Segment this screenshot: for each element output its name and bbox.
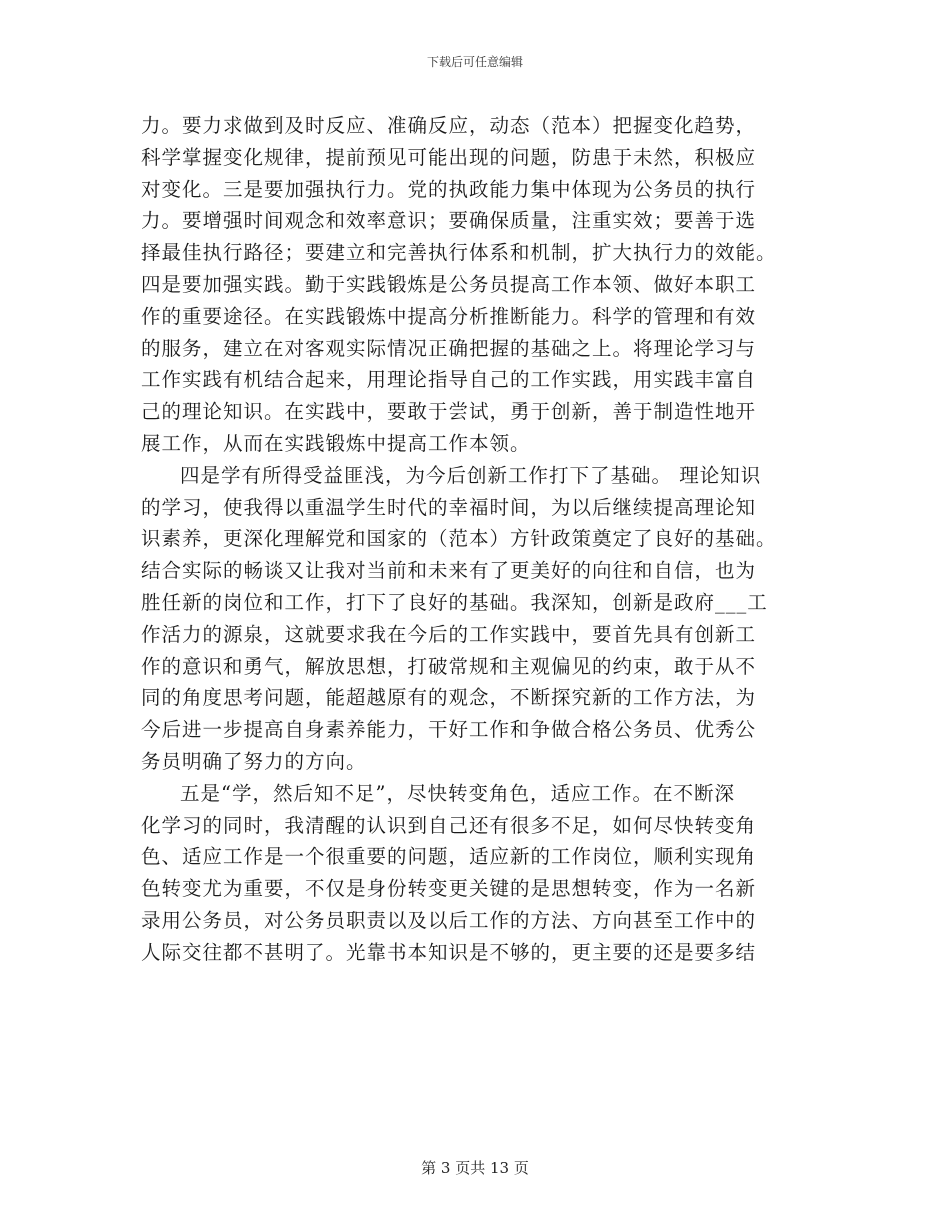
paragraph [141,778,809,969]
text-line: 作的意识和勇气，解放思想，打破常规和主观偏见的约束，敢于从不 [141,654,757,678]
text-line: 人际交往都不甚明了。光靠书本知识是不够的，更主要的还是要多结 [141,940,757,964]
text-line: 四是学有所得受益匪浅，为今后创新工作打下了基础。 理论知识 [180,463,762,487]
text-line: 同的角度思考问题，能超越原有的观念，不断探究新的工作方法，为 [141,686,757,710]
text-line: 结合实际的畅谈又让我对当前和未来有了更美好的向往和自信，也为 [141,559,757,583]
text-line: 的服务，建立在对客观实际情况正确把握的基础之上。将理论学习与 [141,336,757,360]
text-line: 胜任新的岗位和工作，打下了良好的基础。我深知，创新是政府___工 [141,590,768,614]
text-line: 展工作，从而在实践锻炼中提高工作本领。 [141,431,531,455]
text-line: 五是“学，然后知不足”，尽快转变角色，适应工作。在不断深 [180,781,735,805]
text-line: 务员明确了努力的方向。 [141,749,367,773]
text-line: 力。要增强时间观念和效率意识；要确保质量，注重实效；要善于选 [141,209,757,233]
text-line: 科学掌握变化规律，提前预见可能出现的问题，防患于未然，积极应 [141,145,757,169]
text-line: 今后进一步提高自身素养能力，干好工作和争做合格公务员、优秀公 [141,718,757,742]
text-line: 四是要加强实践。勤于实践锻炼是公务员提高工作本领、做好本职工 [141,272,757,296]
text-line: 的学习，使我得以重温学生时代的幸福时间，为以后继续提高理论知 [141,495,757,519]
document-body [141,110,809,969]
page-number: 第 3 页共 13 页 [421,1159,529,1177]
text-line: 己的理论知识。在实践中，要敢于尝试，勇于创新，善于制造性地开 [141,400,757,424]
text-line: 作活力的源泉，这就要求我在今后的工作实践中，要首先具有创新工 [141,622,757,646]
text-line: 择最佳执行路径；要建立和完善执行体系和机制，扩大执行力的效能。 [141,241,777,265]
text-line: 化学习的同时，我清醒的认识到自己还有很多不足，如何尽快转变角 [141,813,757,837]
text-line: 色转变尤为重要，不仅是身份转变更关键的是思想转变，作为一名新 [141,877,757,901]
text-line: 工作实践有机结合起来，用理论指导自己的工作实践，用实践丰富自 [141,368,757,392]
text-line: 作的重要途径。在实践锻炼中提高分析推断能力。科学的管理和有效 [141,304,757,328]
paragraph [141,460,809,778]
text-line: 录用公务员，对公务员职责以及以后工作的方法、方向甚至工作中的 [141,908,757,932]
text-line: 色、适应工作是一个很重要的问题，适应新的工作岗位，顺利实现角 [141,845,757,869]
text-line: 力。要力求做到及时反应、准确反应，动态（范本）把握变化趋势， [141,114,757,137]
text-line: 对变化。三是要加强执行力。党的执政能力集中体现为公务员的执行 [141,177,757,201]
text-line: 识素养，更深化理解党和国家的（范本）方针政策奠定了良好的基础。 [141,527,777,551]
paragraph [141,110,809,460]
page-header-note: 下载后可任意编辑 [426,55,523,69]
